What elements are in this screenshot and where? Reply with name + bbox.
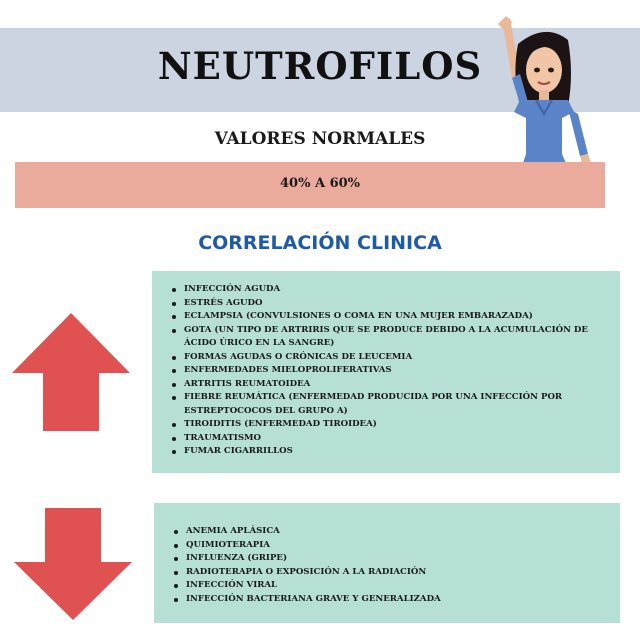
increase-list (172, 283, 608, 459)
list-item: ESTRÉS AGUDO (172, 297, 608, 311)
list-item: TIROIDITIS (ENFERMEDAD TIROIDEA) (172, 418, 608, 432)
list-item: TRAUMATISMO (172, 432, 608, 446)
list-item: FIEBRE REUMÁTICA (ENFERMEDAD PRODUCIDA POR UNA INFECCIÓN POR ESTREPTOCOCOS DEL GRUPO A) (172, 391, 608, 418)
normal-range-value: 40% A 60% (279, 176, 361, 191)
list-item: INFLUENZA (GRIPE) (174, 552, 608, 566)
list-item: INFECCIÓN BACTERIANA GRAVE Y GENERALIZADA (174, 593, 608, 607)
list-item: FUMAR CIGARRILLOS (172, 445, 608, 459)
decrease-panel (154, 503, 620, 623)
list-item: ANEMIA APLÁSICA (174, 525, 608, 539)
list-item: FORMAS AGUDAS O CRÓNICAS DE LEUCEMIA (172, 351, 608, 365)
list-item: RADIOTERAPIA O EXPOSICIÓN A LA RADIACIÓN (174, 566, 608, 580)
list-item: INFECCIÓN VIRAL (174, 579, 608, 593)
page-title: NEUTROFILOS (157, 44, 483, 88)
list-item: GOTA (UN TIPO DE ARTRIRIS QUE SE PRODUCE DEBIDO A LA ACUMULACIÓN DE ÁCIDO ÚRICO EN LA SANGRE) (172, 324, 608, 351)
list-item: ARTRITIS REUMATOIDEA (172, 378, 608, 392)
list-item: QUIMIOTERAPIA (174, 539, 608, 553)
list-item: INFECCIÓN AGUDA (172, 283, 608, 297)
arrow-up-icon (12, 313, 130, 431)
clinical-correlation-heading: CORRELACIÓN CLINICA (198, 232, 442, 254)
list-item: ENFERMEDADES MIELOPROLIFERATIVAS (172, 364, 608, 378)
normal-values-label: VALORES NORMALES (214, 129, 426, 149)
decrease-list (174, 525, 608, 606)
list-item: ECLAMPSIA (CONVULSIONES O COMA EN UNA MUJER EMBARAZADA) (172, 310, 608, 324)
increase-panel (152, 271, 620, 473)
arrow-down-icon (14, 508, 132, 620)
